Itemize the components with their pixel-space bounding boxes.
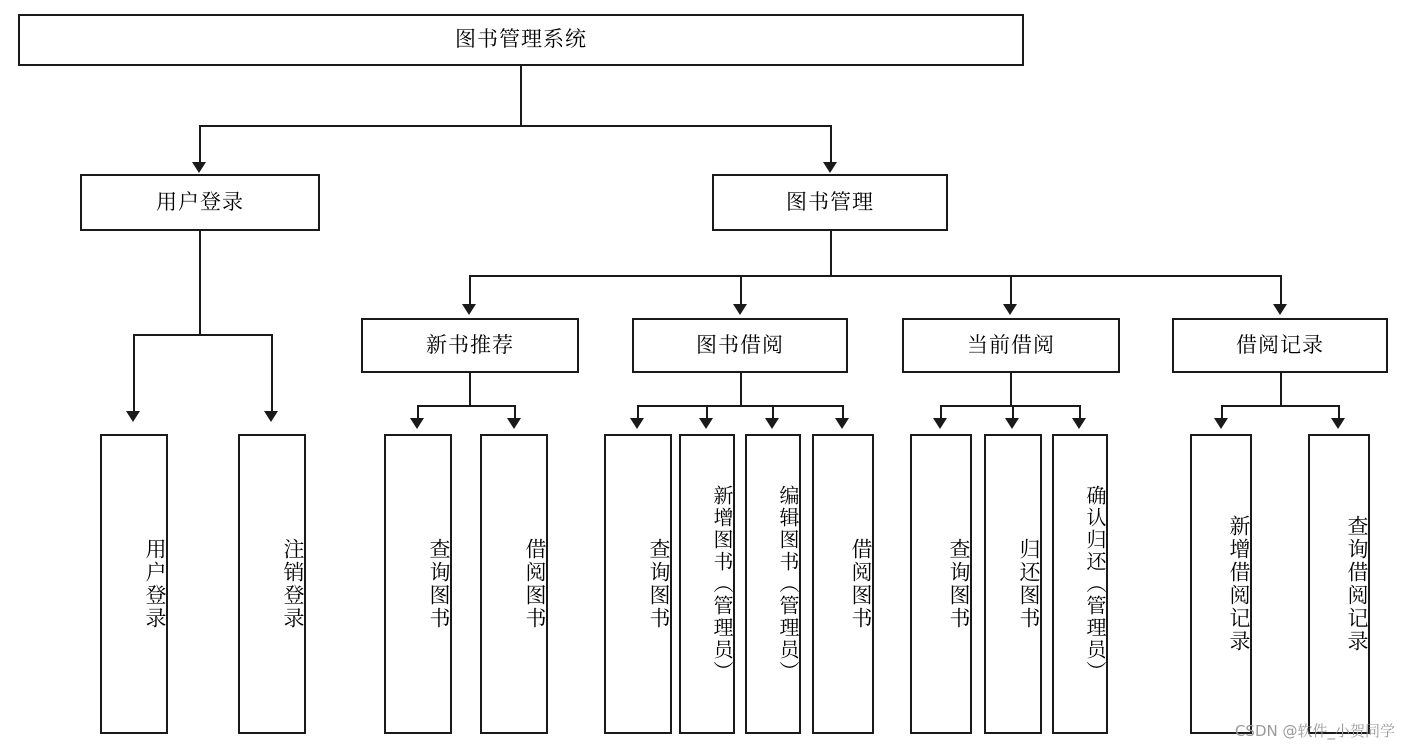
leaf-current-return [984,434,1042,734]
connector-book-borrow-stem [740,373,742,406]
connector-borrow-record-bus [1221,405,1339,407]
connector-current-borrow-l1 [940,405,942,419]
node-label: 新增图书（管理员） [710,485,734,683]
node-label: 图书借阅 [696,332,784,357]
arrow-to-user-login [192,162,206,173]
connector-borrow-record-stem [1280,373,1282,406]
leaf-record-query [1308,434,1370,734]
leaf-current-query [910,434,972,734]
connector-to-current-borrow [1010,275,1012,305]
leaf-borrow-query [604,434,672,734]
arrow-current-borrow-l1 [933,418,947,429]
connector-book-borrow-l4 [842,405,844,419]
arrow-new-book-l2 [507,418,521,429]
arrow-book-borrow-l3 [765,418,779,429]
node-label: 编辑图书（管理员） [776,485,800,683]
connector-level2-bus [469,275,1280,277]
node-book-management [712,174,948,231]
arrow-current-borrow-l3 [1072,418,1086,429]
connector-user-login-bus [133,334,271,336]
arrow-current-borrow-l2 [1005,418,1019,429]
node-label: 用户登录 [143,538,167,630]
leaf-new-book-query [384,434,452,734]
arrow-to-book-management [823,162,837,173]
node-label: 确认归还（管理员） [1083,485,1107,683]
node-label: 图书管理 [786,189,874,214]
connector-current-borrow-l2 [1012,405,1014,419]
node-borrow-record [1172,318,1388,373]
watermark: CSDN @软件_小贺同学 [1234,722,1395,740]
connector-book-borrow-l2 [706,405,708,419]
leaf-user-login-logout [238,434,306,734]
connector-book-borrow-l3 [772,405,774,419]
connector-book-borrow-bus [637,405,843,407]
leaf-borrow-edit-book [745,434,801,734]
connector-book-mgmt-stem [830,231,832,276]
connector-to-borrow-record [1280,275,1282,305]
node-label: 查询图书 [647,538,671,630]
leaf-borrow-add-book [679,434,735,734]
node-label: 新书推荐 [426,332,514,357]
leaf-borrow-borrow-book [812,434,874,734]
connector-level1-bus [199,125,831,127]
arrow-user-login-left [126,411,140,422]
arrow-to-borrow-record [1273,304,1287,315]
connector-new-book-l1 [417,405,419,419]
node-label: 归还图书 [1017,538,1041,630]
node-label: 查询借阅记录 [1345,515,1369,653]
connector-new-book-bus [417,405,515,407]
arrow-book-borrow-l2 [699,418,713,429]
leaf-current-confirm-return [1052,434,1108,734]
connector-user-login-stem [199,231,201,335]
connector-book-borrow-l1 [637,405,639,419]
connector-to-book-borrow [740,275,742,305]
arrow-new-book-l1 [410,418,424,429]
connector-user-login-left [133,334,135,412]
node-label: 借阅图书 [849,538,873,630]
arrow-to-new-book [462,304,476,315]
connector-current-borrow-l3 [1079,405,1081,419]
arrow-book-borrow-l4 [835,418,849,429]
node-label: 查询图书 [427,538,451,630]
arrow-user-login-right [264,411,278,422]
arrow-book-borrow-l1 [630,418,644,429]
node-new-book-recommend [361,318,579,373]
leaf-new-book-borrow [480,434,548,734]
connector-user-login-right [271,334,273,412]
node-label: 当前借阅 [967,332,1055,357]
node-book-borrow [632,318,848,373]
node-label: 借阅记录 [1236,332,1324,357]
node-current-borrow [902,318,1120,373]
node-label: 注销登录 [281,538,305,630]
leaf-user-login-login [100,434,168,734]
node-label: 新增借阅记录 [1227,515,1251,653]
arrow-borrow-record-l1 [1214,418,1228,429]
node-label: 借阅图书 [523,538,547,630]
node-label: 图书管理系统 [455,27,587,52]
connector-root-stem [520,66,522,126]
connector-to-user-login [199,125,201,163]
arrow-to-current-borrow [1003,304,1017,315]
connector-current-borrow-stem [1010,373,1012,406]
connector-to-book-management [830,125,832,163]
connector-to-new-book [469,275,471,305]
connector-new-book-stem [469,373,471,406]
node-label: 用户登录 [156,189,244,214]
connector-borrow-record-l2 [1338,405,1340,419]
arrow-borrow-record-l2 [1331,418,1345,429]
node-label: 查询图书 [947,538,971,630]
arrow-to-book-borrow [733,304,747,315]
node-root [18,14,1024,66]
connector-new-book-l2 [514,405,516,419]
connector-current-borrow-bus [940,405,1080,407]
connector-borrow-record-l1 [1221,405,1223,419]
node-user-login [80,174,320,231]
leaf-record-add [1190,434,1252,734]
